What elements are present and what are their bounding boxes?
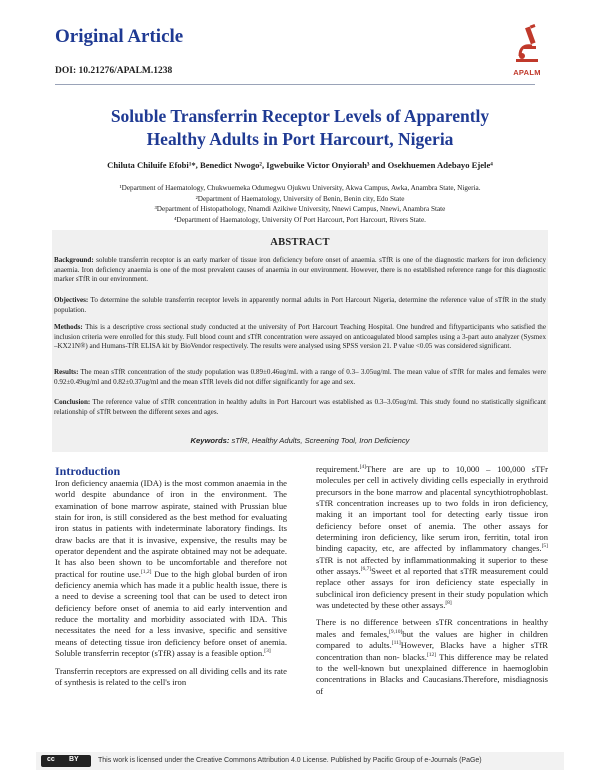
citation[interactable]: [5] — [541, 543, 548, 550]
keywords-label: Keywords: — [190, 436, 230, 445]
affiliations — [40, 183, 560, 225]
citation[interactable]: [6,7] — [360, 566, 372, 573]
abstract-results — [54, 368, 546, 387]
by-label: BY — [69, 756, 79, 763]
paragraph — [316, 617, 548, 696]
affiliation-1: ¹Department of Haematology, Chukwuemeka Odumegwu Ojukwu University, Akwa Campus, Awka, Anambra State, Nigeria. — [119, 184, 481, 192]
text-run: requirement. — [316, 464, 360, 474]
background-text: soluble transferrin receptor is an early marker of tissue iron deficiency before onset of anaemia. sTfR is one of the diagnostic markers for iron deficiency anaemia. Iron deficiency anaemia is one of the most prevalent causes of anaemia in our environment. However, there is no established reference range for this diagnostic marker sTfR in our environment. — [54, 256, 546, 284]
paragraph — [316, 464, 548, 611]
title-line-2: Healthy Adults in Port Harcourt, Nigeria — [146, 129, 454, 149]
text-run: but the values are higher in children compared to adults. — [316, 628, 548, 651]
text-run: Transferrin receptors are expressed on all dividing cells and its rate of synthesis is related to the cell's iron — [55, 665, 287, 687]
title-line-1: Soluble Transferrin Receptor Levels of Apparently — [110, 106, 490, 126]
article-type-label: Original Article — [55, 26, 184, 47]
affiliation-2: ²Department of Haematology, University of Benin, Benin city, Edo State — [195, 194, 405, 203]
journal-logo — [502, 22, 552, 77]
body-column-left — [55, 478, 287, 694]
text-run: Iron deficiency anaemia (IDA) is the most common anaemia in the world despite abundance of iron in the environment. The examination of bone marrow aspirate, stained with Prussian blue stain for iron, is still considered as the best method for evaluating iron status in patients with indeterminate laboratory findings. Its draw backs are that it is invasive, expensive, the results may be operator dependent and the aspirate obtained may not be adequate. It has also been shown to be uncomfortable and therefore not practical for routine use. — [55, 478, 287, 579]
cc-license-badge[interactable] — [41, 755, 91, 767]
affiliation-4: ⁴Department of Haematology, University Of Port Harcourt, Port Harcourt, Rivers State. — [174, 215, 426, 224]
objectives-label: Objectives: — [54, 296, 89, 304]
author-list: Chiluta Chiluife Efobi¹*, Benedict Nwogo², Igwebuike Victor Onyiorah³ and Osekhuemen Adebayo Ejele⁴ — [107, 160, 493, 170]
conclusion-label: Conclusion: — [54, 398, 91, 406]
citation[interactable]: [12] — [426, 651, 437, 658]
text-run: There is no difference between sTfR concentrations in healthy males and females, — [316, 617, 548, 639]
citation[interactable]: [11] — [391, 640, 401, 647]
conclusion-text: The reference value of sTfR concentration in healthy adults in Port Harcourt was established as 0.3–3.05ug/ml. This study found no statistically significant relationship of sTfR between the different sexes and ages. — [54, 398, 546, 416]
doi-text[interactable]: DOI: 10.21276/APALM.1238 — [55, 66, 173, 76]
abstract-heading: ABSTRACT — [270, 237, 330, 248]
text-run: sTfR is not affected by inflammationmaking it superior to these other assays. — [316, 554, 548, 577]
microscope-icon — [502, 22, 552, 66]
abstract-conclusion — [54, 398, 546, 417]
paragraph — [55, 666, 287, 689]
keywords-text: sTfR, Healthy Adults, Screening Tool, Iron Deficiency — [229, 436, 410, 445]
introduction-heading: Introduction — [55, 464, 121, 478]
text-run: Due to the high global burden of iron deficiency anemia which has made it a public health issue, there is a need to devise a screening tool that can be used to detect iron deficiency before onset of anemia to aid early intervention and reduce the mortality and morbidity associated with IDA. This necessitates the need for a less invasive, specific and sensitive means of detecting tissue iron deficiency before onset of anemia. Soluble transferrin receptor (sTfR) assay is a feasible option. — [55, 568, 288, 659]
text-run: There are are up to 10,000 – 100,000 sTFr molecules per cell in actively dividing cells especially in erythroid precursors in the bone marrow and placental syncythiotrophoblast. sTfR concentration increases up to two folds in iron deficiency, making it an important tool for detecting early tissue iron deficiency before onset of anemia. The other assays for determining iron deficiency, like serum iron, ferritin, total iron binding capacity, etc, are affected by inflammatory changes. — [316, 464, 548, 554]
methods-text: This is a descriptive cross sectional study conducted at the university of Port Harcourt Teaching Hospital. One hundred and fiftyparticipants who satisfied the inclusion criteria were enrolled for this study. Full blood count and sTfR concentration were assayed on anticoagulated blood samples using a 3-part auto analyzer (Sysmex –KX21N®) and Humans-TfR ELISA kit by BioVendor respectively. The results were analysed using SPSS version 21. P value <0.05 was considered significant. — [54, 323, 546, 351]
text-run: However, Blacks have a higher sTfR concentration than non- blacks. — [316, 640, 548, 662]
results-label: Results: — [54, 368, 79, 376]
abstract-methods — [54, 323, 546, 352]
text-run: This difference may be related to the well-known but unexplained difference in haemoglobin concentrations in Blacks and Caucasians.Therefore, misdiagnosis of — [316, 651, 548, 696]
methods-label: Methods: — [54, 323, 83, 331]
citation[interactable]: [8] — [445, 600, 452, 607]
results-text: The mean sTfR concentration of the study population was 0.89±0.46ug/mL with a range of 0.3– 3.05ug/ml. The mean value of sTfR for males and females were 0.92±0.49ug/ml and 0.82±0.37ug/ml and the mean sTfR levels did not differ significantly for age and sex. — [54, 368, 546, 386]
citation[interactable]: [1,2] — [140, 568, 152, 575]
objectives-text: To determine the soluble transferrin receptor levels in apparently normal adults in Port Harcourt Nigeria, determine the reference value of sTfR in the study population. — [54, 296, 546, 314]
citation[interactable]: [4] — [359, 464, 367, 471]
paragraph — [55, 478, 287, 660]
text-run: Sweet et al reported that sTfR measurement could replace other assays for iron deficiency state especially in subclinical iron deficiency present in their study population which was undetected by these other assays. — [316, 566, 548, 611]
cc-label: cc — [47, 756, 55, 763]
abstract-objectives — [54, 296, 546, 315]
abstract-background — [54, 256, 546, 285]
keywords — [52, 436, 548, 445]
citation[interactable]: [9,10] — [388, 628, 403, 635]
affiliation-3: ³Department of Histopathology, Nnamdi Azikiwe University, Nnewi Campus, Nnewi, Anambra State — [154, 205, 446, 213]
body-column-right — [316, 464, 548, 703]
citation[interactable]: [3] — [264, 648, 271, 655]
article-title — [55, 105, 545, 151]
background-label: Background: — [54, 256, 94, 264]
header-divider — [55, 84, 535, 85]
license-text: This work is licensed under the Creative Commons Attribution 4.0 License. Published by Pacific Group of e-Journals (PaGe) — [98, 757, 482, 764]
logo-text: APALM — [513, 68, 541, 77]
